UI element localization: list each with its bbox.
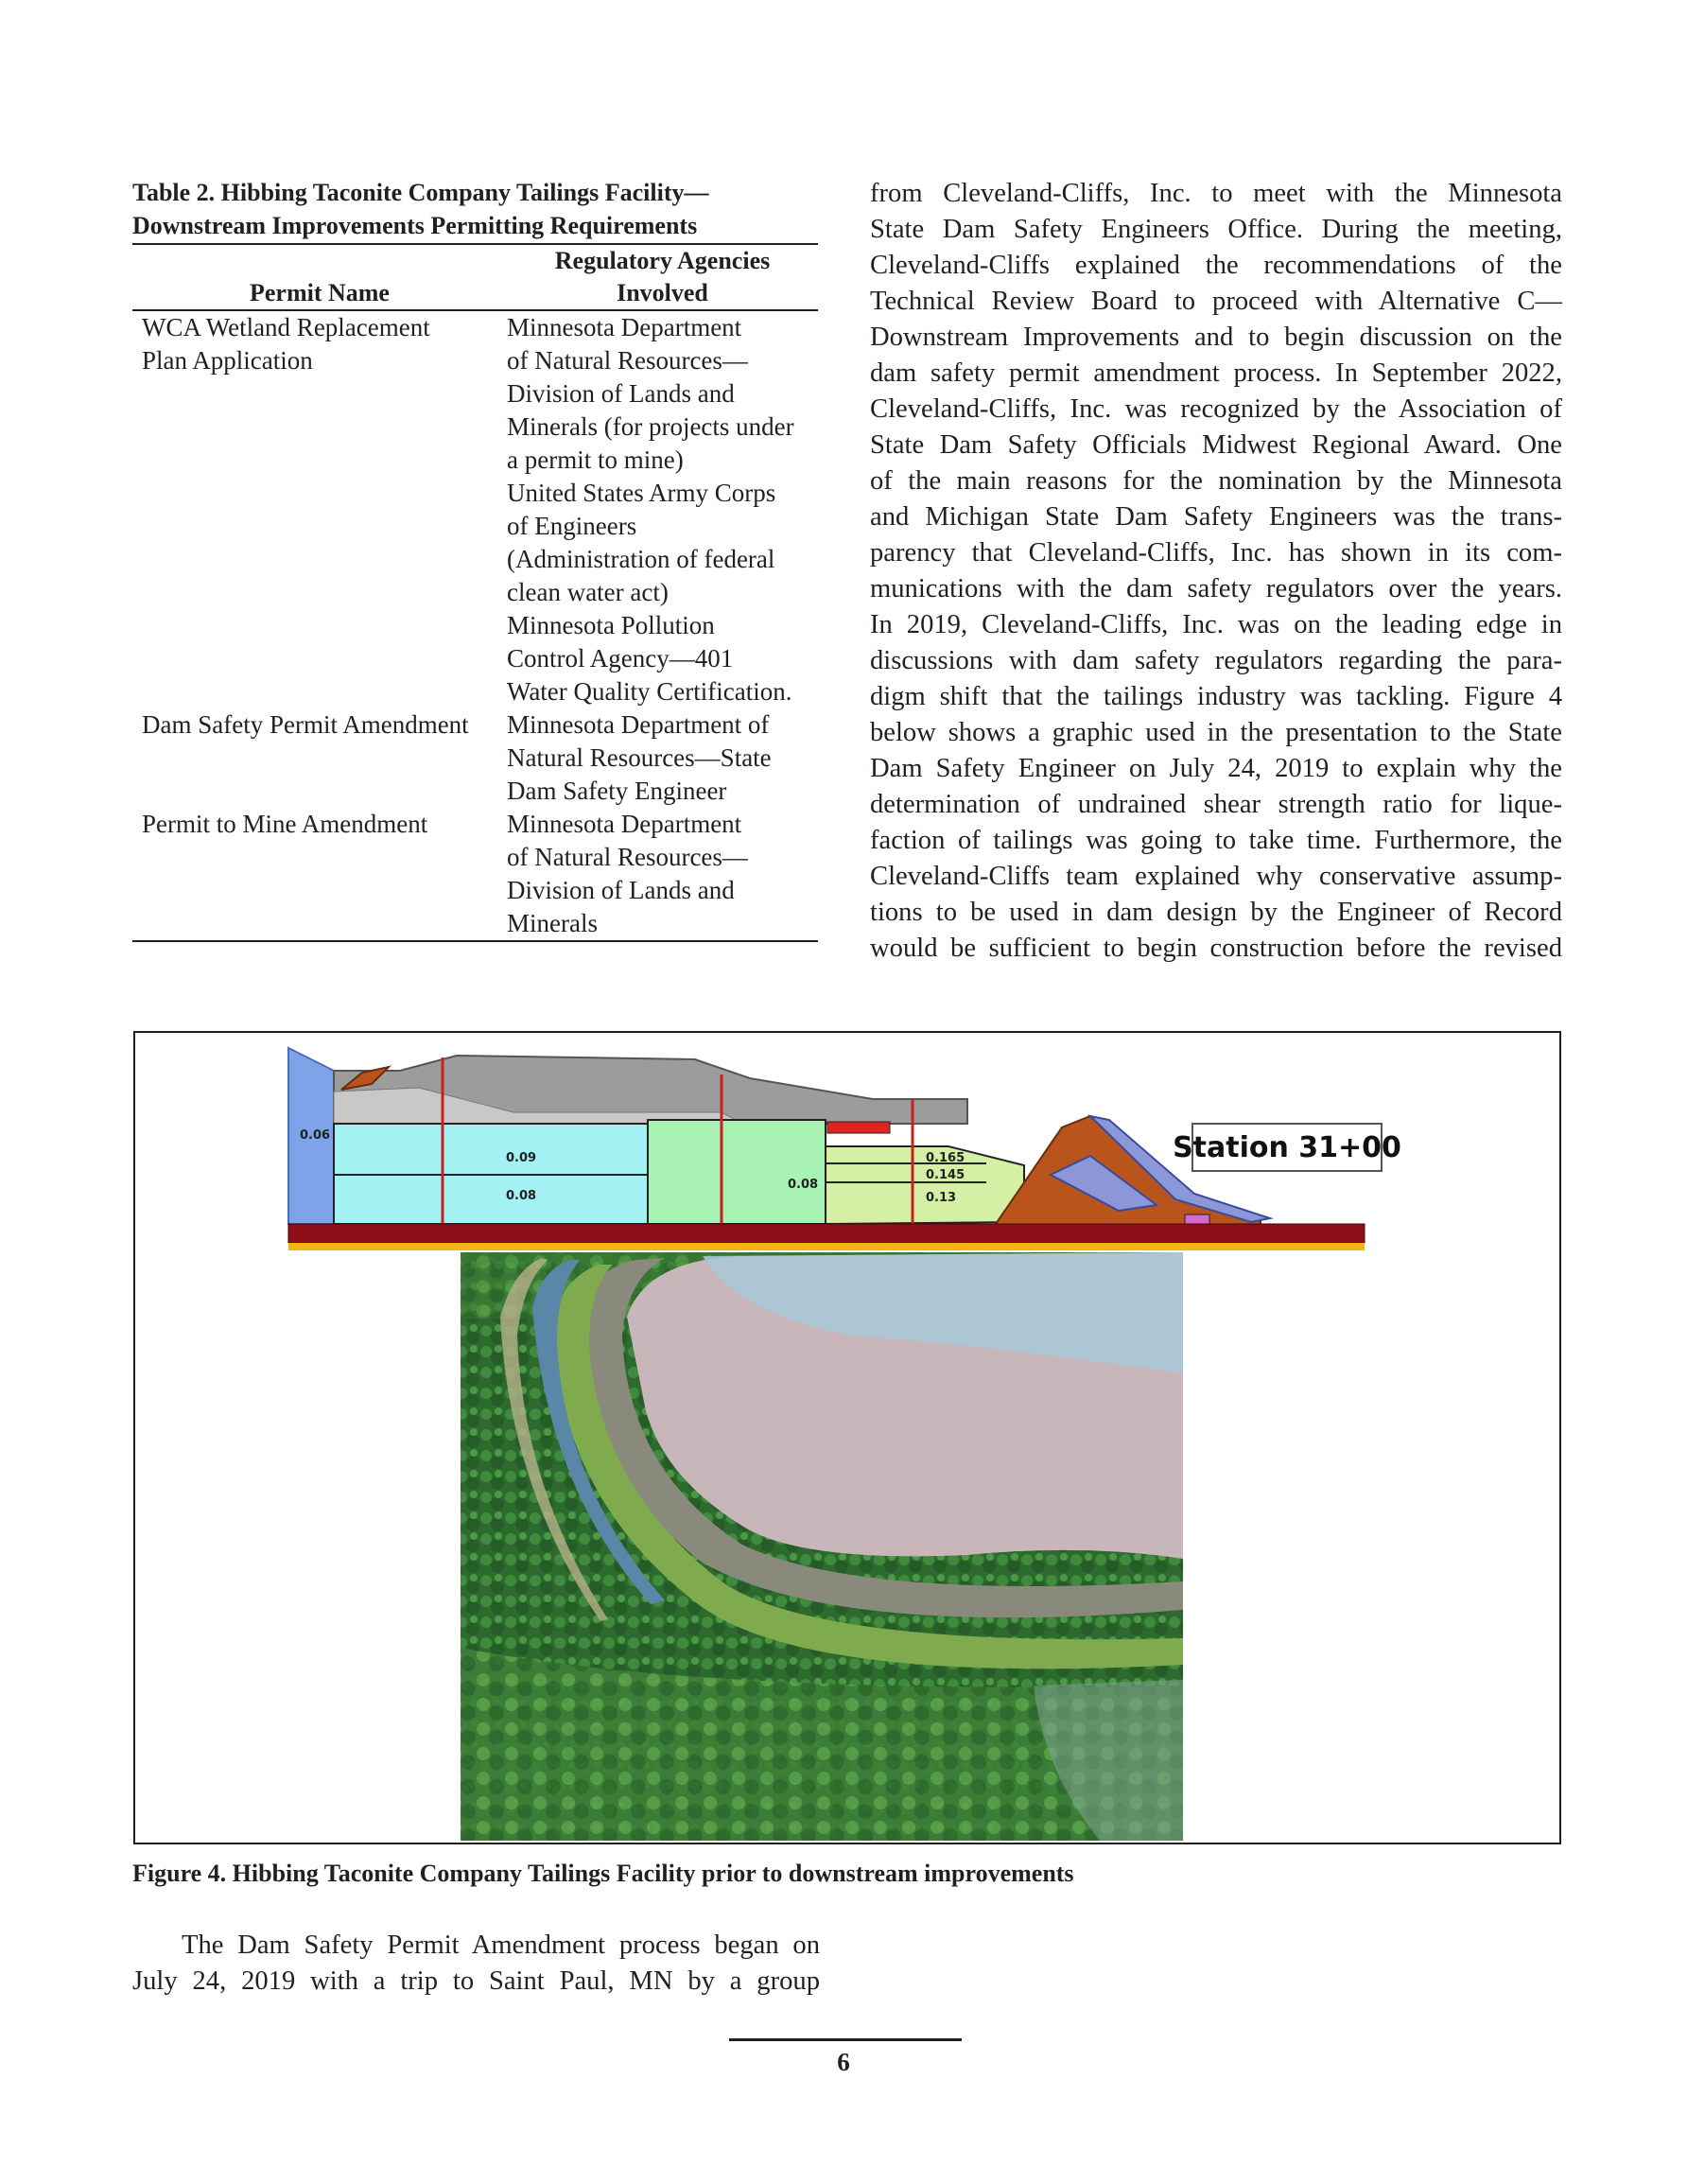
permit-name-cell — [132, 808, 507, 941]
header-regulatory-agencies — [507, 244, 818, 310]
right-column-line: would be sufficient to begin construction before the revised — [870, 934, 1562, 963]
right-column-line: Cleveland-Cliffs, Inc. was recognized by the Association of — [870, 394, 1562, 424]
agency-line: clean water act) — [507, 578, 669, 606]
agency-line: Minnesota Pollution — [507, 611, 715, 639]
aerial-photo-of-tailings-basin — [461, 1252, 1183, 1841]
right-column-line: parency that Cleveland-Cliffs, Inc. has shown in its com- — [870, 538, 1562, 568]
right-column-line: tions to be used in dam design by the Engineer of Record — [870, 898, 1562, 927]
red-bar — [827, 1122, 890, 1133]
agency-line: Natural Resources—State — [507, 743, 772, 772]
page-number: 6 — [837, 2048, 850, 2076]
table-caption — [132, 176, 818, 242]
right-column-line: determination of undrained shear strength ratio for lique- — [870, 790, 1562, 819]
right-column-line: digm shift that the tailings industry was tackling. Figure 4 — [870, 682, 1562, 711]
bedrock-layer — [288, 1243, 1365, 1250]
table-caption-line-2: Downstream Improvements Permitting Requirements — [132, 212, 698, 239]
permit-name-line: Plan Application — [142, 346, 313, 375]
right-column-line: Dam Safety Engineer on July 24, 2019 to explain why the — [870, 754, 1562, 783]
right-column-line: discussions with dam safety regulators regarding the para- — [870, 646, 1562, 675]
agencies-cell — [507, 310, 818, 708]
label-lower-middle: 0.08 — [506, 1189, 537, 1203]
permitting-table — [132, 243, 818, 942]
agency-line: of Engineers — [507, 512, 637, 540]
agency-line: Water Quality Certification. — [507, 677, 792, 706]
permitting-table-block — [132, 176, 818, 942]
permit-name-line: WCA Wetland Replacement — [142, 313, 430, 341]
agency-line: Division of Lands and — [507, 379, 735, 408]
table-body — [132, 310, 818, 941]
right-column-line: from Cleveland-Cliffs, Inc. to meet with the Minnesota — [870, 179, 1562, 208]
table-row — [132, 708, 818, 808]
table-header-row — [132, 244, 818, 310]
table-row — [132, 310, 818, 708]
agency-line: United States Army Corps — [507, 479, 776, 507]
right-column-paragraph — [870, 176, 1562, 967]
header-agencies-line-2: Involved — [617, 279, 708, 306]
label-right-zone: 0.08 — [788, 1178, 819, 1192]
permit-name-line: Dam Safety Permit Amendment — [142, 710, 469, 739]
foundation-layer — [288, 1224, 1365, 1243]
label-left-zone: 0.06 — [300, 1128, 331, 1143]
dam-cross-section — [288, 1048, 1401, 1250]
right-column-line: Cleveland-Cliffs explained the recommendations of the — [870, 251, 1562, 280]
agency-line: (Administration of federal — [507, 545, 775, 573]
station-label: Station 31+00 — [1173, 1131, 1401, 1164]
agency-line: of Natural Resources— — [507, 346, 748, 375]
agency-line: Minnesota Department of — [507, 710, 770, 739]
page-number-rule — [729, 2038, 962, 2041]
agency-line: of Natural Resources— — [507, 843, 748, 871]
right-column-line: State Dam Safety Engineers Office. During the meeting, — [870, 215, 1562, 244]
right-column-line: dam safety permit amendment process. In September 2022, — [870, 358, 1562, 388]
table-caption-line-1: Table 2. Hibbing Taconite Company Tailings Facility— — [132, 179, 709, 206]
agency-line: a permit to mine) — [507, 446, 684, 474]
figure-caption: Figure 4. Hibbing Taconite Company Tailings Facility prior to downstream improvements — [132, 1860, 1074, 1887]
agencies-cell — [507, 708, 818, 808]
agency-line: Minerals — [507, 909, 598, 937]
bottom-line-2: July 24, 2019 with a trip to Saint Paul, MN by a group — [132, 1966, 820, 1996]
agency-line: Minnesota Department — [507, 810, 742, 838]
label-stack-middle: 0.145 — [926, 1168, 965, 1182]
figure-4-frame — [133, 1031, 1561, 1844]
header-agencies-line-1: Regulatory Agencies — [554, 247, 771, 274]
agency-line: Control Agency—401 — [507, 644, 734, 673]
permit-name-cell — [132, 310, 507, 708]
agency-line: Minerals (for projects under — [507, 412, 794, 441]
figure-4-graphic — [135, 1033, 1559, 1843]
agency-line: Minnesota Department — [507, 313, 742, 341]
yellow-green-zone — [826, 1146, 1024, 1224]
label-stack-top: 0.165 — [926, 1151, 965, 1165]
right-column-line: Downstream Improvements and to begin discussion on the — [870, 323, 1562, 352]
permit-name-line: Permit to Mine Amendment — [142, 810, 428, 838]
bottom-paragraph — [132, 1928, 820, 2000]
table-row — [132, 808, 818, 941]
bottom-line-1: The Dam Safety Permit Amendment process began on — [182, 1931, 820, 1960]
pale-green-zone — [648, 1120, 826, 1224]
right-column-line: of the main reasons for the nomination by the Minnesota — [870, 466, 1562, 496]
agencies-cell — [507, 808, 818, 941]
label-stack-bottom: 0.13 — [926, 1191, 957, 1205]
right-column-line: Technical Review Board to proceed with Alternative C— — [870, 287, 1562, 316]
right-column-line: Cleveland-Cliffs team explained why conservative assump- — [870, 862, 1562, 891]
agency-line: Dam Safety Engineer — [507, 777, 727, 805]
label-upper-middle: 0.09 — [506, 1151, 537, 1165]
right-column-line: and Michigan State Dam Safety Engineers was the trans- — [870, 502, 1562, 532]
right-column-line: faction of tailings was going to take time. Furthermore, the — [870, 826, 1562, 855]
agency-line: Division of Lands and — [507, 876, 735, 904]
header-permit-name: Permit Name — [132, 244, 507, 310]
right-column-line: State Dam Safety Officials Midwest Regional Award. One — [870, 430, 1562, 460]
right-column-line: munications with the dam safety regulators over the years. — [870, 574, 1562, 603]
permit-name-cell — [132, 708, 507, 808]
right-column-line: In 2019, Cleveland-Cliffs, Inc. was on the leading edge in — [870, 610, 1562, 639]
right-column-line: below shows a graphic used in the presentation to the State — [870, 718, 1562, 747]
